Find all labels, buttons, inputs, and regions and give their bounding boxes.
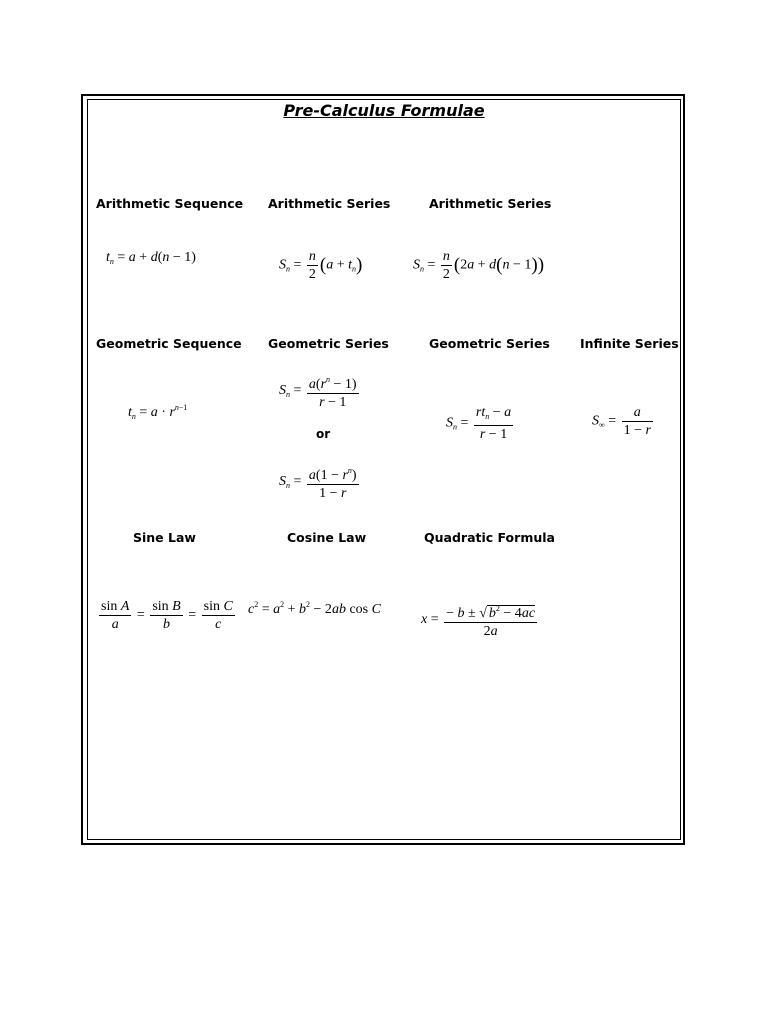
- formula-infinite-series: $S_\infty$ = $\frac{a}{1 - r}$: [592, 405, 651, 438]
- heading-cosine-law: Cosine Law: [287, 530, 367, 545]
- heading-geometric-sequence: Geometric Sequence: [96, 336, 242, 351]
- heading-geometric-series-2: Geometric Series: [429, 336, 550, 351]
- formula-geometric-series-2: $S_n$ = $\frac{rt_n - a}{r - 1}$: [446, 405, 512, 442]
- formula-geometric-sequence: $t_n = a \cdot r^{n-1}$: [128, 403, 188, 421]
- formula-quadratic: x = $\frac{- b \pm √ b^2 - 4ac}{2a}$: [421, 600, 539, 640]
- formula-geometric-series-1b: $S_n$ = $\frac{a(1 - r^n)}{1 - r}$: [279, 462, 361, 502]
- formula-arithmetic-series-1: $S_n$ = $\frac{n}{2}$ $(a + t_n)$: [279, 249, 363, 282]
- heading-arithmetic-sequence: Arithmetic Sequence: [96, 196, 244, 211]
- formula-sine-law: $\frac{\text{sin A}}{a}$ = $\frac{\text{sin B}}{b}$ = $\frac{\text{sin C}}{c}$: [101, 599, 233, 632]
- heading-sine-law: Sine Law: [133, 530, 196, 545]
- heading-arithmetic-series-1: Arithmetic Series: [268, 196, 391, 211]
- heading-infinite-series: Infinite Series: [580, 336, 679, 351]
- heading-quadratic-formula: Quadratic Formula: [424, 530, 555, 545]
- formula-arithmetic-sequence: $t_n = a + d(n - 1)$: [106, 250, 196, 266]
- formula-geometric-series-1a: $S_n$ = $\frac{a(r^n - 1)}{r - 1}$: [279, 371, 361, 411]
- heading-geometric-series-1: Geometric Series: [268, 336, 389, 351]
- or-label: or: [316, 427, 331, 441]
- formula-cosine-law: $c^2 = a^2 + b^2 - 2ab$ cos C: [248, 600, 381, 617]
- page-title: Pre-Calculus Formulae: [283, 101, 485, 120]
- formula-arithmetic-series-2: $S_n$ = $\frac{n}{2}$ (2a + d(n − 1)): [413, 249, 545, 282]
- heading-arithmetic-series-2: Arithmetic Series: [429, 196, 552, 211]
